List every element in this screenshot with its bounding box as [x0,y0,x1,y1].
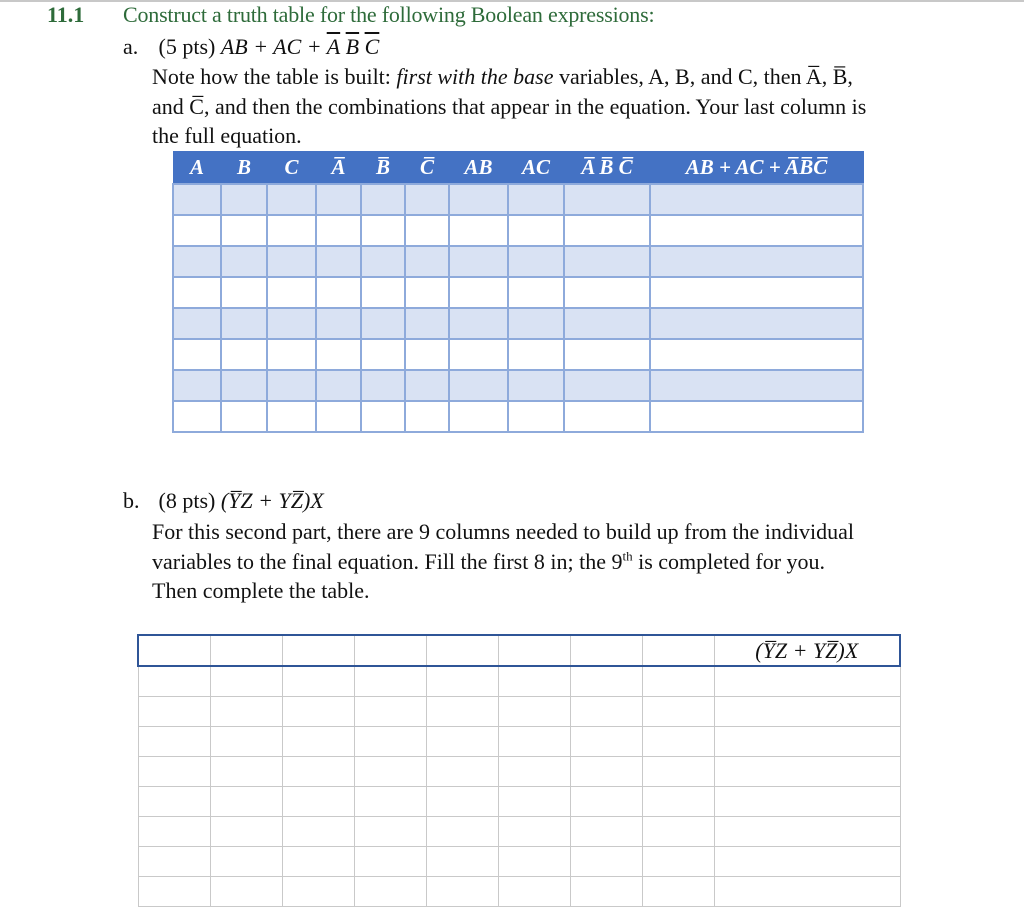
table-row [173,215,863,246]
header-full-equation: AB + AC + A̅B̅C̅ [650,151,863,184]
header-not-b: B̅ [361,151,405,184]
part-a-points: (5 pts) [158,34,216,59]
table-row [138,666,900,697]
header-c: C [267,151,316,184]
table-row [138,817,900,847]
truth-table-b-header [138,635,900,666]
header-not-c: C̅ [405,151,449,184]
table-row [138,757,900,787]
table-row [138,697,900,727]
part-b-expression: (Y̅Z + YZ̅)X [220,488,324,513]
question-title: Construct a truth table for the following Boolean expressions: [123,2,655,27]
header-not-a: A̅ [316,151,361,184]
header-ac: AC [508,151,564,184]
part-a-note: Note how the table is built: first with the base variables, A, B, and C, then A̅, B̅, and C̅, and then the combinations that appear in the equation. Your last column is the full equation. [152,64,867,148]
table-row [138,877,900,907]
header-b: B [221,151,267,184]
truth-table-b [137,634,901,907]
table-row [138,787,900,817]
table-row [173,184,863,215]
truth-table-a [172,151,864,433]
table-row [173,246,863,277]
question-number: 11.1 [47,2,85,27]
table-row [138,847,900,877]
table-row [173,308,863,339]
table-row [138,727,900,757]
header-a: A [173,151,221,184]
table-row [173,277,863,308]
part-a-expression: AB + AC + $\overline{A}$ $\overline{B}$ $\overline{C}$ [220,34,380,59]
header-final-equation: (Y̅Z + YZ̅)X [714,635,900,666]
table-row [173,401,863,432]
part-a-heading [123,34,379,60]
header-ab: AB [449,151,508,184]
part-b-heading [123,488,324,514]
truth-table-a-header [173,151,863,184]
part-b-text: For this second part, there are 9 columns needed to build up from the individual variables to the final equation. Fill the first 8 in; the 9th is completed for you. Then complete the table. [152,519,855,603]
header-not-abc: A̅ B̅ C̅ [564,151,650,184]
table-row [173,339,863,370]
part-b-label: b. [123,488,140,513]
part-a-label: a. [123,34,139,59]
table-row [173,370,863,401]
part-b-points: (8 pts) [158,488,216,513]
